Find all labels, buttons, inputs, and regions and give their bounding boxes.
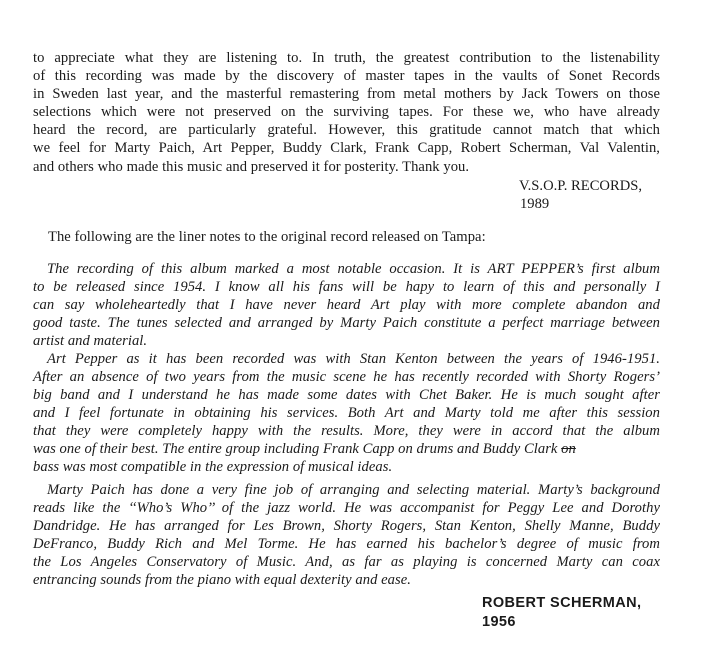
following-notes-heading: The following are the liner notes to the original record released on Tampa:: [48, 229, 486, 245]
liner-line: big band and I understand he has made some dates with Chet Baker. He is much sought after: [33, 387, 660, 403]
liner-line: good taste. The tunes selected and arranged by Marty Paich constitute a perfect marriage between: [33, 315, 660, 331]
intro-line: of this recording was made by the discovery of master tapes in the vaults of Sonet Records: [33, 68, 660, 84]
author-signature-year: 1956: [482, 614, 516, 630]
liner-line-with-strike: [33, 440, 576, 458]
liner-line: and I feel fortunate in obtaining his services. Both Art and Marty told me after this session: [33, 405, 660, 421]
intro-line: selections which were not preserved on the surviving tapes. For these we, who have already: [33, 104, 660, 120]
liner-line: After an absence of two years from the music scene he has recently recorded with Shorty Rogers’: [33, 369, 660, 385]
liner-line: entrancing sounds from the piano with equal dexterity and ease.: [33, 572, 411, 588]
liner-line: The recording of this album marked a most notable occasion. It is ART PEPPER’s first album: [47, 261, 660, 277]
intro-line: we feel for Marty Paich, Art Pepper, Buddy Clark, Frank Capp, Robert Scherman, Val Valentin,: [33, 140, 660, 156]
vsop-signature-name: V.S.O.P. RECORDS,: [519, 178, 643, 194]
vsop-signature-year: 1989: [520, 196, 550, 212]
struck-word: on: [561, 441, 576, 457]
liner-line: can say wholeheartedly that I have never heard Art play with more complete abandon and: [33, 297, 660, 313]
liner-line: that they were completely happy with the results. More, they were in accord that the album: [33, 423, 660, 439]
intro-line: and others who made this music and preserved it for posterity. Thank you.: [33, 159, 470, 175]
liner-line: to be released since 1954. I know all his fans will be hapy to learn of this and personally I: [33, 279, 660, 295]
liner-line: reads like the ‘‘Who’s Who’’ of the jazz world. He was accompanist for Peggy Lee and Dorothy: [33, 500, 660, 516]
author-signature-name: ROBERT SCHERMAN,: [482, 595, 642, 611]
liner-line: Dandridge. He has arranged for Les Brown, Shorty Rogers, Stan Kenton, Shelly Manne, Buddy: [33, 518, 660, 534]
intro-line: to appreciate what they are listening to. In truth, the greatest contribution to the listenability: [33, 50, 660, 66]
liner-line: Marty Paich has done a very fine job of arranging and selecting material. Marty’s background: [47, 482, 660, 498]
liner-line: Art Pepper as it has been recorded was with Stan Kenton between the years of 1946-1951.: [47, 351, 660, 367]
liner-line: artist and material.: [33, 333, 148, 349]
liner-line: DeFranco, Buddy Rich and Mel Torme. He has earned his bachelor’s degree of music from: [33, 536, 660, 552]
liner-line: bass was most compatible in the expression of musical ideas.: [33, 459, 393, 475]
liner-line-text: was one of their best. The entire group including Frank Capp on drums and Buddy Clark: [33, 441, 558, 457]
intro-line: heard the record, are particularly grateful. However, this gratitude cannot match that which: [33, 122, 660, 138]
liner-line: the Los Angeles Conservatory of Music. And, as far as playing is concerned Marty can coax: [33, 554, 660, 570]
intro-line: in Sweden last year, and the masterful remastering from metal mothers by Jack Towers on those: [33, 86, 660, 102]
